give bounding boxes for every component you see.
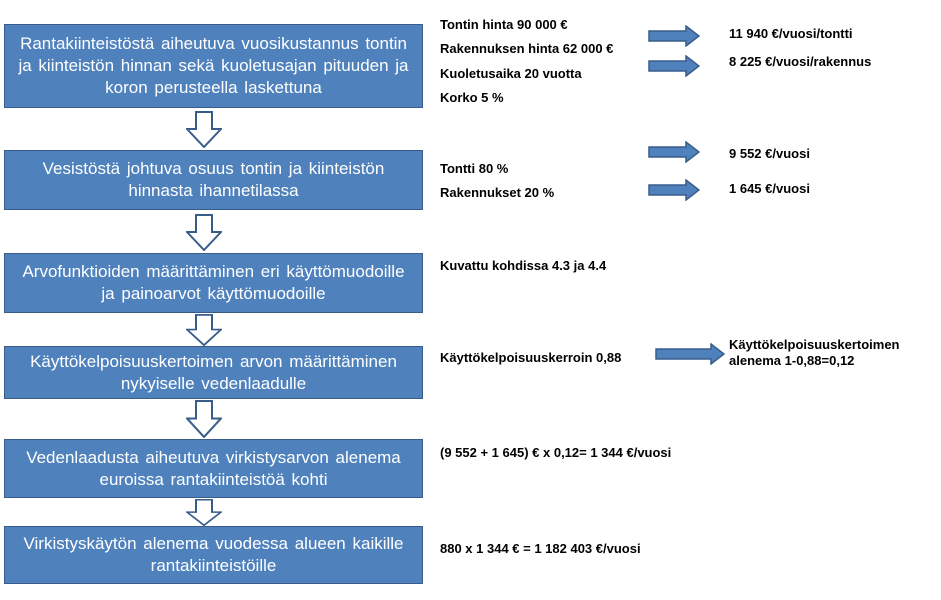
down-arrow-icon: [186, 400, 222, 438]
note-value-functions: Kuvattu kohdissa 4.3 ja 4.4: [440, 258, 607, 273]
result-coefficient-decrease: [729, 337, 900, 369]
result-building-share: 1 645 €/vuosi: [729, 181, 810, 196]
down-arrow-icon: [186, 314, 222, 346]
right-arrow-icon: [648, 179, 700, 201]
right-arrow-icon: [648, 141, 700, 163]
result-per-building: 8 225 €/vuosi/rakennus: [729, 54, 872, 69]
step-value-decrease-per-property: Vedenlaadusta aiheutuva virkistysarvon alenema euroissa rantakiinteistöä kohti: [4, 439, 423, 498]
right-arrow-icon: [648, 55, 700, 77]
result-per-plot: 11 940 €/vuosi/tontti: [729, 26, 853, 41]
note-total-calc: 880 x 1 344 € = 1 182 403 €/vuosi: [440, 541, 641, 556]
result-plot-share: 9 552 €/vuosi: [729, 146, 810, 161]
note-usability-coefficient: Käyttökelpoisuuskerroin 0,88: [440, 350, 622, 365]
result-coefficient-decrease-line1: Käyttökelpoisuuskertoimen: [729, 337, 900, 352]
note-interest: Korko 5 %: [440, 90, 504, 105]
step-annual-cost: Rantakiinteistöstä aiheutuva vuosikustannus tontin ja kiinteistön hinnan sekä kuoletusajan pituuden ja koron perusteella laskettuna: [4, 24, 423, 108]
down-arrow-icon: [186, 214, 222, 251]
step-water-share: Vesistöstä johtuva osuus tontin ja kiinteistön hinnasta ihannetilassa: [4, 150, 423, 210]
right-arrow-icon: [648, 25, 700, 47]
note-building-price: Rakennuksen hinta 62 000 €: [440, 41, 614, 56]
right-arrow-icon: [655, 343, 725, 365]
note-per-property-calc: (9 552 + 1 645) € x 0,12= 1 344 €/vuosi: [440, 445, 672, 460]
step-usability-coefficient: Käyttökelpoisuuskertoimen arvon määrittäminen nykyiselle vedenlaadulle: [4, 346, 423, 399]
note-plot-share: Tontti 80 %: [440, 161, 509, 176]
result-coefficient-decrease-line2: alenema 1-0,88=0,12: [729, 353, 855, 368]
step-value-functions: Arvofunktioiden määrittäminen eri käyttömuodoille ja painoarvot käyttömuodoille: [4, 253, 423, 313]
note-land-price: Tontin hinta 90 000 €: [440, 17, 568, 32]
note-amortization: Kuoletusaika 20 vuotta: [440, 66, 582, 81]
step-total-decrease: Virkistyskäytön alenema vuodessa alueen kaikille rantakiinteistöille: [4, 526, 423, 584]
note-building-share: Rakennukset 20 %: [440, 185, 555, 200]
down-arrow-icon: [186, 499, 222, 526]
down-arrow-icon: [186, 111, 222, 148]
